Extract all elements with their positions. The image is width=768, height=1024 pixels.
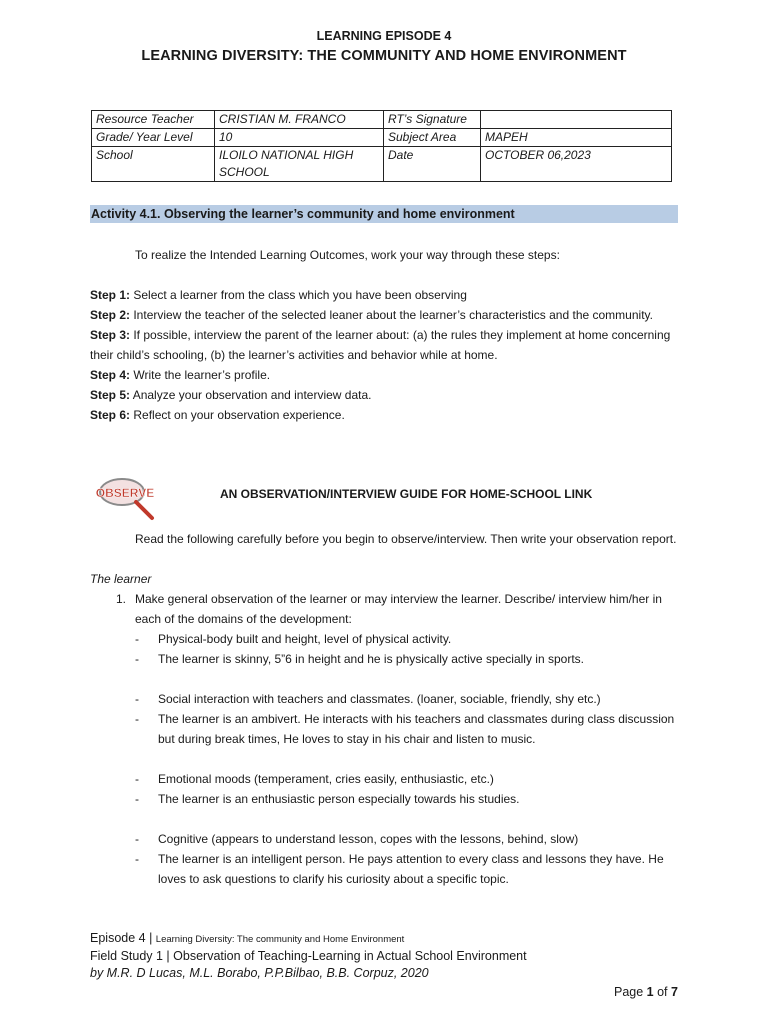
learner-heading: The learner bbox=[90, 572, 152, 586]
footer-episode-title: Learning Diversity: The community and Home Environment bbox=[155, 934, 405, 945]
footer-field-study: Field Study 1 | Observation of Teaching-Learning in Actual School Environment bbox=[90, 949, 527, 963]
bullet-item bbox=[90, 649, 680, 669]
info-table bbox=[91, 110, 672, 182]
table-cell bbox=[481, 111, 672, 129]
step-text: If possible, interview the parent of the learner about: (a) the rules they implement at home concerning their child’s schooling, (b) the learner’s activities and behavior while at home. bbox=[90, 328, 671, 362]
table-row bbox=[92, 129, 672, 147]
table-cell: Date bbox=[384, 147, 481, 182]
table-cell: Resource Teacher bbox=[92, 111, 215, 129]
intro-text: To realize the Intended Learning Outcomes, work your way through these steps: bbox=[135, 248, 560, 262]
step-label: Step 2: bbox=[90, 308, 131, 322]
bullet-text: The learner is skinny, 5”6 in height and he is physically active specially in sports. bbox=[158, 652, 584, 666]
footer-episode bbox=[90, 931, 404, 945]
bullet-text: Cognitive (appears to understand lesson, copes with the lessons, behind, slow) bbox=[158, 832, 579, 846]
table-cell: MAPEH bbox=[481, 129, 672, 147]
step-item bbox=[90, 365, 680, 385]
step-item bbox=[90, 305, 680, 325]
step-item bbox=[90, 285, 680, 305]
page-of: of bbox=[653, 985, 671, 999]
bullet-item bbox=[90, 849, 680, 889]
step-label: Step 3: bbox=[90, 328, 131, 342]
bullet-text: The learner is an enthusiastic person especially towards his studies. bbox=[158, 792, 520, 806]
step-text: Select a learner from the class which you have been observing bbox=[130, 288, 467, 302]
observe-magnifier-icon bbox=[92, 476, 158, 522]
list-item bbox=[90, 589, 680, 629]
dash-marker: - bbox=[135, 632, 139, 646]
list-number: 1. bbox=[116, 592, 127, 606]
table-cell: CRISTIAN M. FRANCO bbox=[215, 111, 384, 129]
dash-marker: - bbox=[135, 652, 139, 666]
guide-title: AN OBSERVATION/INTERVIEW GUIDE FOR HOME-SCHOOL LINK bbox=[220, 487, 593, 501]
page-number bbox=[614, 985, 678, 999]
dash-marker: - bbox=[135, 692, 139, 706]
table-cell: ILOILO NATIONAL HIGH SCHOOL bbox=[215, 147, 384, 182]
document-title: LEARNING DIVERSITY: THE COMMUNITY AND HOME ENVIRONMENT bbox=[141, 48, 627, 64]
table-cell: School bbox=[92, 147, 215, 182]
dash-marker: - bbox=[135, 832, 139, 846]
bullet-item bbox=[90, 689, 680, 709]
bullet-item bbox=[90, 789, 680, 809]
step-text: Reflect on your observation experience. bbox=[130, 408, 345, 422]
dash-marker: - bbox=[135, 852, 139, 866]
table-row bbox=[92, 147, 672, 182]
step-text: Interview the teacher of the selected leaner about the learner’s characteristics and the community. bbox=[130, 308, 653, 322]
list-item-text: Make general observation of the learner or may interview the learner. Describe/ interview him/her in each of the domains of the development: bbox=[135, 592, 662, 626]
bullet-text: Emotional moods (temperament, cries easily, enthusiastic, etc.) bbox=[158, 772, 494, 786]
observe-logo-text: OBSERVE bbox=[95, 486, 155, 500]
footer-episode-label: Episode 4 | bbox=[90, 931, 156, 945]
bullet-text: Physical-body built and height, level of physical activity. bbox=[158, 632, 452, 646]
read-text: Read the following carefully before you begin to observe/interview. Then write your observation report. bbox=[135, 532, 677, 546]
step-label: Step 4: bbox=[90, 368, 131, 382]
read-instructions bbox=[90, 529, 680, 549]
episode-heading: LEARNING EPISODE 4 bbox=[316, 29, 452, 43]
steps-list bbox=[90, 285, 680, 425]
dash-marker: - bbox=[135, 712, 139, 726]
bullet-item bbox=[90, 629, 680, 649]
bullet-item bbox=[90, 709, 680, 749]
page-total: 7 bbox=[671, 985, 678, 999]
table-cell: Subject Area bbox=[384, 129, 481, 147]
step-label: Step 1: bbox=[90, 288, 131, 302]
step-label: Step 5: bbox=[90, 388, 131, 402]
page-current: 1 bbox=[646, 985, 654, 999]
observation-list bbox=[90, 589, 680, 889]
dash-marker: - bbox=[135, 792, 139, 806]
table-cell: 10 bbox=[215, 129, 384, 147]
bullet-item bbox=[90, 829, 680, 849]
table-row bbox=[92, 111, 672, 129]
table-cell: OCTOBER 06,2023 bbox=[481, 147, 672, 182]
bullet-text: Social interaction with teachers and classmates. (loaner, sociable, friendly, shy etc.) bbox=[158, 692, 601, 706]
step-item bbox=[90, 325, 680, 365]
step-text: Write the learner’s profile. bbox=[130, 368, 271, 382]
table-cell: RT’s Signature bbox=[384, 111, 481, 129]
bullet-item bbox=[90, 769, 680, 789]
step-text: Analyze your observation and interview data. bbox=[130, 388, 372, 402]
step-item bbox=[90, 385, 680, 405]
step-item bbox=[90, 405, 680, 425]
activity-heading: Activity 4.1. Observing the learner’s community and home environment bbox=[90, 205, 678, 223]
bullet-text: The learner is an intelligent person. He pays attention to every class and lessons they have. He loves to ask questions to clarify his curiosity about a specific topic. bbox=[158, 852, 664, 886]
footer-authors: by M.R. D Lucas, M.L. Borabo, P.P.Bilbao, B.B. Corpuz, 2020 bbox=[90, 966, 429, 980]
dash-marker: - bbox=[135, 772, 139, 786]
step-label: Step 6: bbox=[90, 408, 131, 422]
page-word: Page bbox=[614, 985, 647, 999]
bullet-text: The learner is an ambivert. He interacts with his teachers and classmates during class discussion but during break times, He loves to stay in his chair and listen to music. bbox=[158, 712, 675, 746]
table-cell: Grade/ Year Level bbox=[92, 129, 215, 147]
